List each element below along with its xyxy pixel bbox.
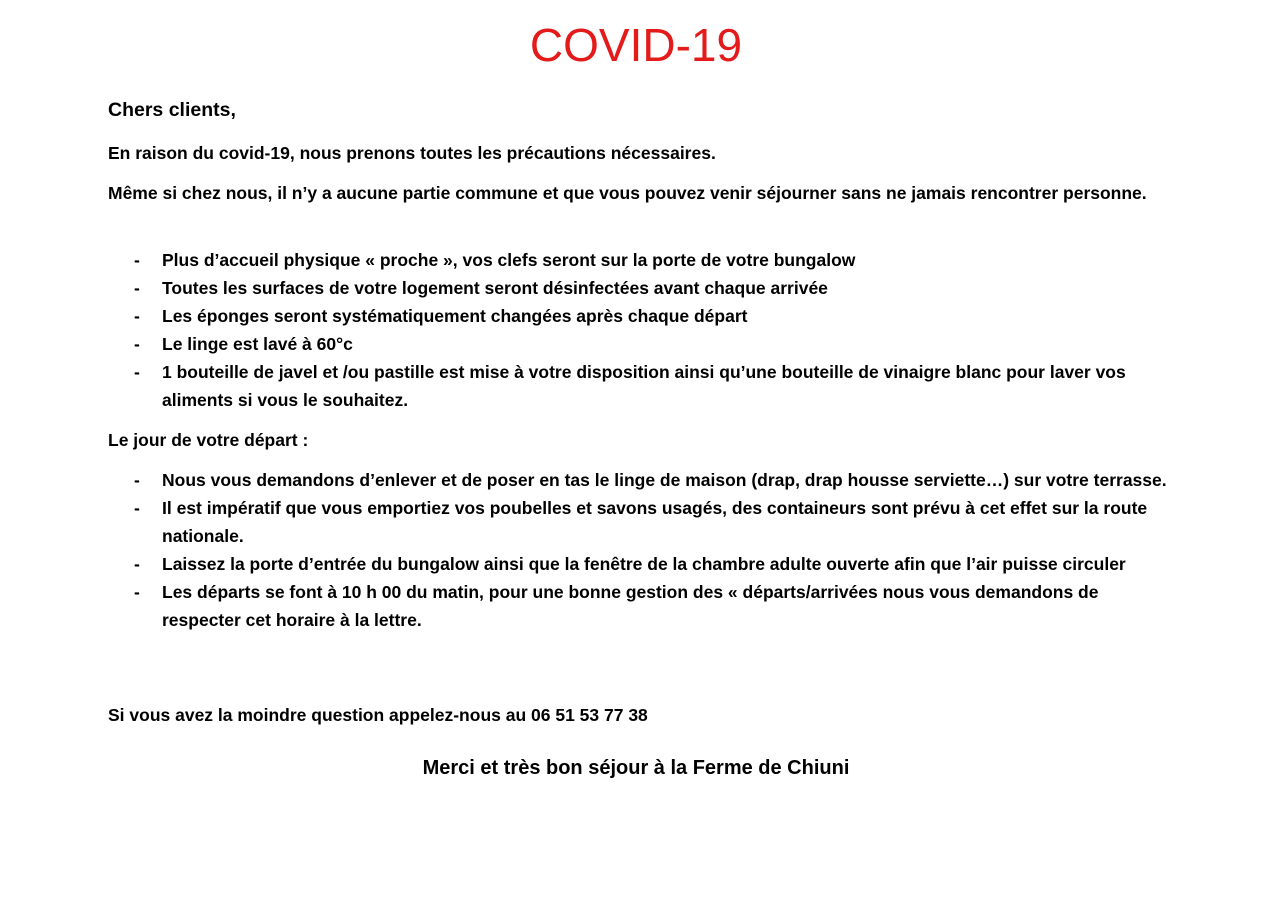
list-item <box>108 274 1168 302</box>
list-item-text: Les éponges seront systématiquement changées après chaque départ <box>162 306 748 326</box>
list-dash: - <box>134 362 140 382</box>
closing-line: Merci et très bon séjour à la Ferme de Chiuni <box>422 757 850 779</box>
intro-paragraph: En raison du covid-19, nous prenons toutes les précautions nécessaires. <box>108 143 716 163</box>
list-item-text: Les départs se font à 10 h 00 du matin, pour une bonne gestion des « départs/arrivées nous vous demandons de respecter cet horaire à la lettre. <box>162 582 1099 630</box>
list-dash: - <box>134 306 140 326</box>
list-item <box>108 466 1168 494</box>
list-item <box>108 302 1168 330</box>
list-item-text: Toutes les surfaces de votre logement seront désinfectées avant chaque arrivée <box>162 278 828 298</box>
departure-list <box>108 466 1168 634</box>
list-item <box>108 550 1168 578</box>
common-areas-paragraph: Même si chez nous, il n’y a aucune partie commune et que vous pouvez venir séjourner sans ne jamais rencontrer personne. <box>108 183 1147 203</box>
list-item-text: Le linge est lavé à 60°c <box>162 334 353 354</box>
greeting: Chers clients, <box>108 99 236 121</box>
precautions-list <box>108 246 1168 414</box>
list-item-text: Plus d’accueil physique « proche », vos clefs seront sur la porte de votre bungalow <box>162 250 856 270</box>
page-title: COVID-19 <box>529 19 743 71</box>
list-item-text: Nous vous demandons d’enlever et de poser en tas le linge de maison (drap, drap housse serviette…) sur votre terrasse. <box>162 470 1167 490</box>
list-dash: - <box>134 498 140 518</box>
list-item <box>108 358 1168 414</box>
list-item <box>108 494 1168 550</box>
list-dash: - <box>134 470 140 490</box>
list-item-text: Laissez la porte d’entrée du bungalow ainsi que la fenêtre de la chambre adulte ouverte afin que l’air puisse circuler <box>162 554 1126 574</box>
list-item-text: 1 bouteille de javel et /ou pastille est mise à votre disposition ainsi qu’une bouteille de vinaigre blanc pour laver vos aliments si vous le souhaitez. <box>162 362 1126 410</box>
list-item <box>108 330 1168 358</box>
departure-heading: Le jour de votre départ : <box>108 430 309 450</box>
contact-line: Si vous avez la moindre question appelez-nous au 06 51 53 77 38 <box>108 705 648 725</box>
list-dash: - <box>134 554 140 574</box>
list-dash: - <box>134 250 140 270</box>
list-dash: - <box>134 582 140 602</box>
list-dash: - <box>134 278 140 298</box>
list-item-text: Il est impératif que vous emportiez vos poubelles et savons usagés, des containeurs sont prévu à cet effet sur la route nationale. <box>162 498 1148 546</box>
list-item <box>108 246 1168 274</box>
list-item <box>108 578 1168 634</box>
list-dash: - <box>134 334 140 354</box>
